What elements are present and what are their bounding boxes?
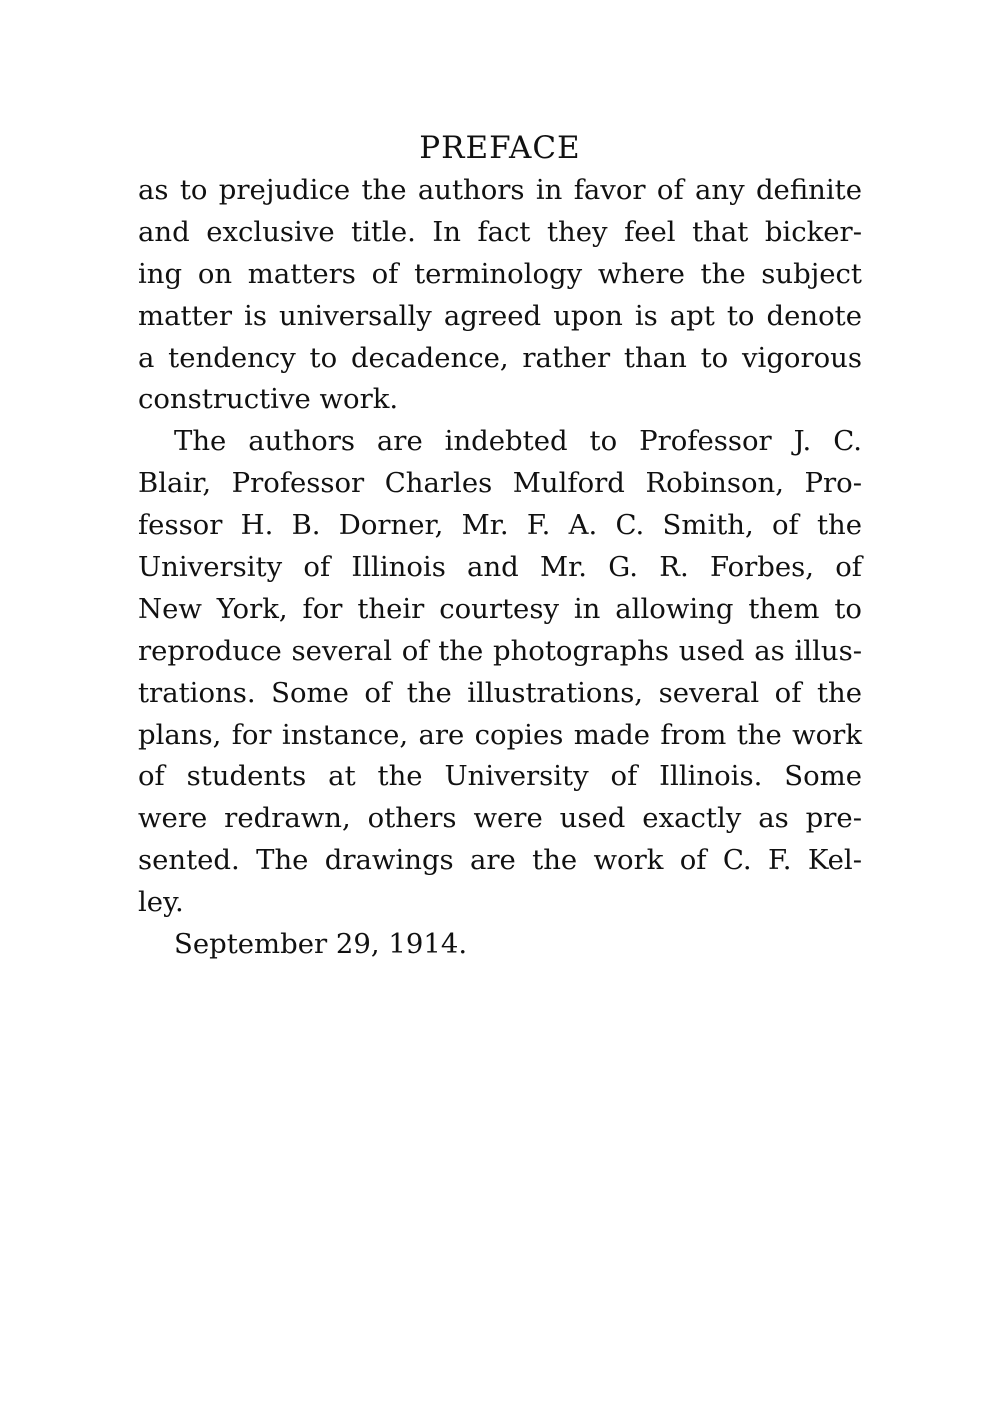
text-line: ley.: [138, 886, 184, 919]
date-line: [138, 924, 862, 966]
text-line: trations. Some of the illustrations, several of the: [138, 676, 862, 709]
text-line: ing on matters of terminology where the subject: [138, 257, 862, 290]
date-text: September 29, 1914.: [174, 928, 468, 961]
paragraph-1: [138, 170, 862, 421]
text-line: New York, for their courtesy in allowing them to: [138, 592, 862, 625]
text-line: fessor H. B. Dorner, Mr. F. A. C. Smith, of the: [138, 509, 862, 542]
text-line: reproduce several of the photographs used as illus-: [138, 634, 862, 667]
text-line: a tendency to decadence, rather than to vigorous: [138, 341, 862, 374]
text-line: University of Illinois and Mr. G. R. Forbes, of: [138, 551, 862, 584]
text-line: were redrawn, others were used exactly as pre-: [138, 802, 862, 835]
text-line: sented. The drawings are the work of C. F. Kel-: [138, 844, 862, 877]
text-line: plans, for instance, are copies made from the work: [138, 718, 862, 751]
text-line: as to prejudice the authors in favor of any definite: [138, 174, 862, 206]
text-line: The authors are indebted to Professor J. C.: [174, 425, 862, 458]
text-line: of students at the University of Illinois. Some: [138, 760, 862, 793]
text-line: constructive work.: [138, 383, 399, 416]
document-page: [138, 128, 862, 966]
text-line: Blair, Professor Charles Mulford Robinson, Pro-: [138, 467, 862, 500]
running-header: PREFACE: [419, 130, 581, 166]
paragraph-2: [138, 421, 862, 924]
text-line: and exclusive title. In fact they feel that bicker-: [138, 215, 862, 248]
text-line: matter is universally agreed upon is apt to denote: [138, 299, 862, 332]
